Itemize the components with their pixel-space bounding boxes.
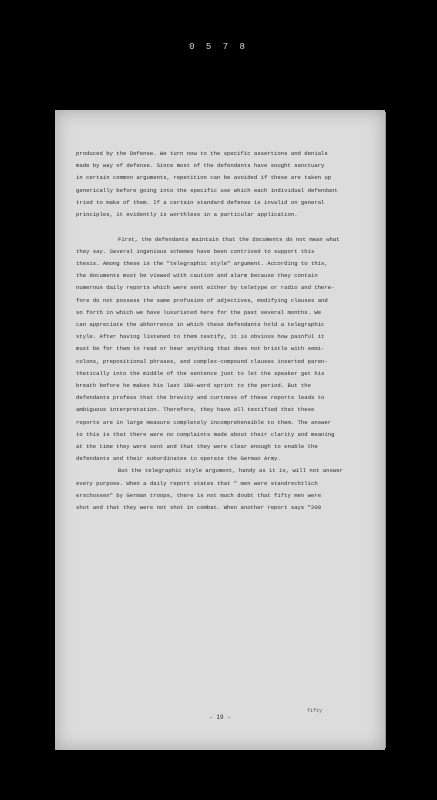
microfilm-frame-number: 0 5 7 8 — [189, 42, 248, 52]
handwritten-insert: fifty — [307, 708, 323, 714]
text-line: numerous daily reports which were sent either by teletype or radio and there- — [76, 284, 335, 292]
text-line: so forth in which we have luxuriated here for the past several months. We — [76, 308, 322, 316]
paragraph-3 — [76, 465, 372, 514]
text-line: reports are in large measure completely incomprehensible to them. The answer — [76, 418, 332, 426]
text-line: the documents must be viewed with caution and alarm because they contain — [76, 272, 318, 280]
text-line: at the time they were sent and that they were clear enough to enable the — [76, 443, 318, 451]
text-line: can appreciate the abhorrence in which these defendants hold a telegraphic — [76, 321, 325, 329]
text-line: principles, it evidently is worthless in a particular application. — [76, 211, 298, 219]
document-body — [76, 148, 372, 514]
text-line: ambiguous interpretation. Therefore, they have all testified that these — [76, 406, 315, 414]
text-line: erschossen" by German troops, there is not much doubt that fifty men were — [76, 491, 322, 499]
text-line: tried to make of them. If a certain standard defense is invalid on general — [76, 198, 325, 206]
text-line: breath before he makes his last 100-word sprint to the period. But the — [76, 382, 311, 390]
text-line: in certain common arguments, repetition can be avoided if these are taken up — [76, 174, 332, 182]
text-line: must be for them to read or hear anything that does not bristle with semi- — [76, 345, 325, 353]
text-line: generically before going into the specific use which each individual defendant — [76, 186, 338, 194]
text-line: made by way of defense. Since most of the defendants have sought sanctuary — [76, 162, 325, 170]
document-page — [55, 110, 385, 750]
text-line: shot and that they were not shot in combat. When another report says "200 — [76, 504, 322, 512]
paragraph-2 — [76, 234, 372, 466]
text-line: But the telegraphic style argument, handy as it is, will not answer — [118, 467, 343, 475]
page-number: - 19 - — [209, 714, 231, 721]
text-line: thetically into the middle of the sentence just to let the speaker get his — [76, 369, 325, 377]
text-line: style. After having listened to them testify, it is obvious how painful it — [76, 333, 325, 341]
text-line: defendants and their subordinates to operate the German Army. — [76, 455, 281, 463]
text-line: fore do not possess the same profusion of adjectives, modifying clauses and — [76, 296, 328, 304]
text-line: every purpose. When a daily report states that " men were standrechtlich — [76, 479, 318, 487]
text-line: they say. Several ingenious schemes have been contrived to support this — [76, 247, 315, 255]
paragraph-1 — [76, 148, 372, 221]
text-line: First, the defendants maintain that the documents do not mean what — [118, 235, 340, 243]
text-line: defendants profess that the brevity and curtness of these reports leads to — [76, 394, 325, 402]
text-line: thesis. Among these is the "telegraphic style" argument. According to this, — [76, 260, 328, 268]
text-line: produced by the Defense. We turn now to the specific assertions and denials — [76, 150, 328, 157]
text-line: colons, prepositional phrases, and complex-compound clauses inserted paren- — [76, 357, 328, 365]
text-line: to this is that there were no complaints made about their clarity and meaning — [76, 430, 335, 438]
